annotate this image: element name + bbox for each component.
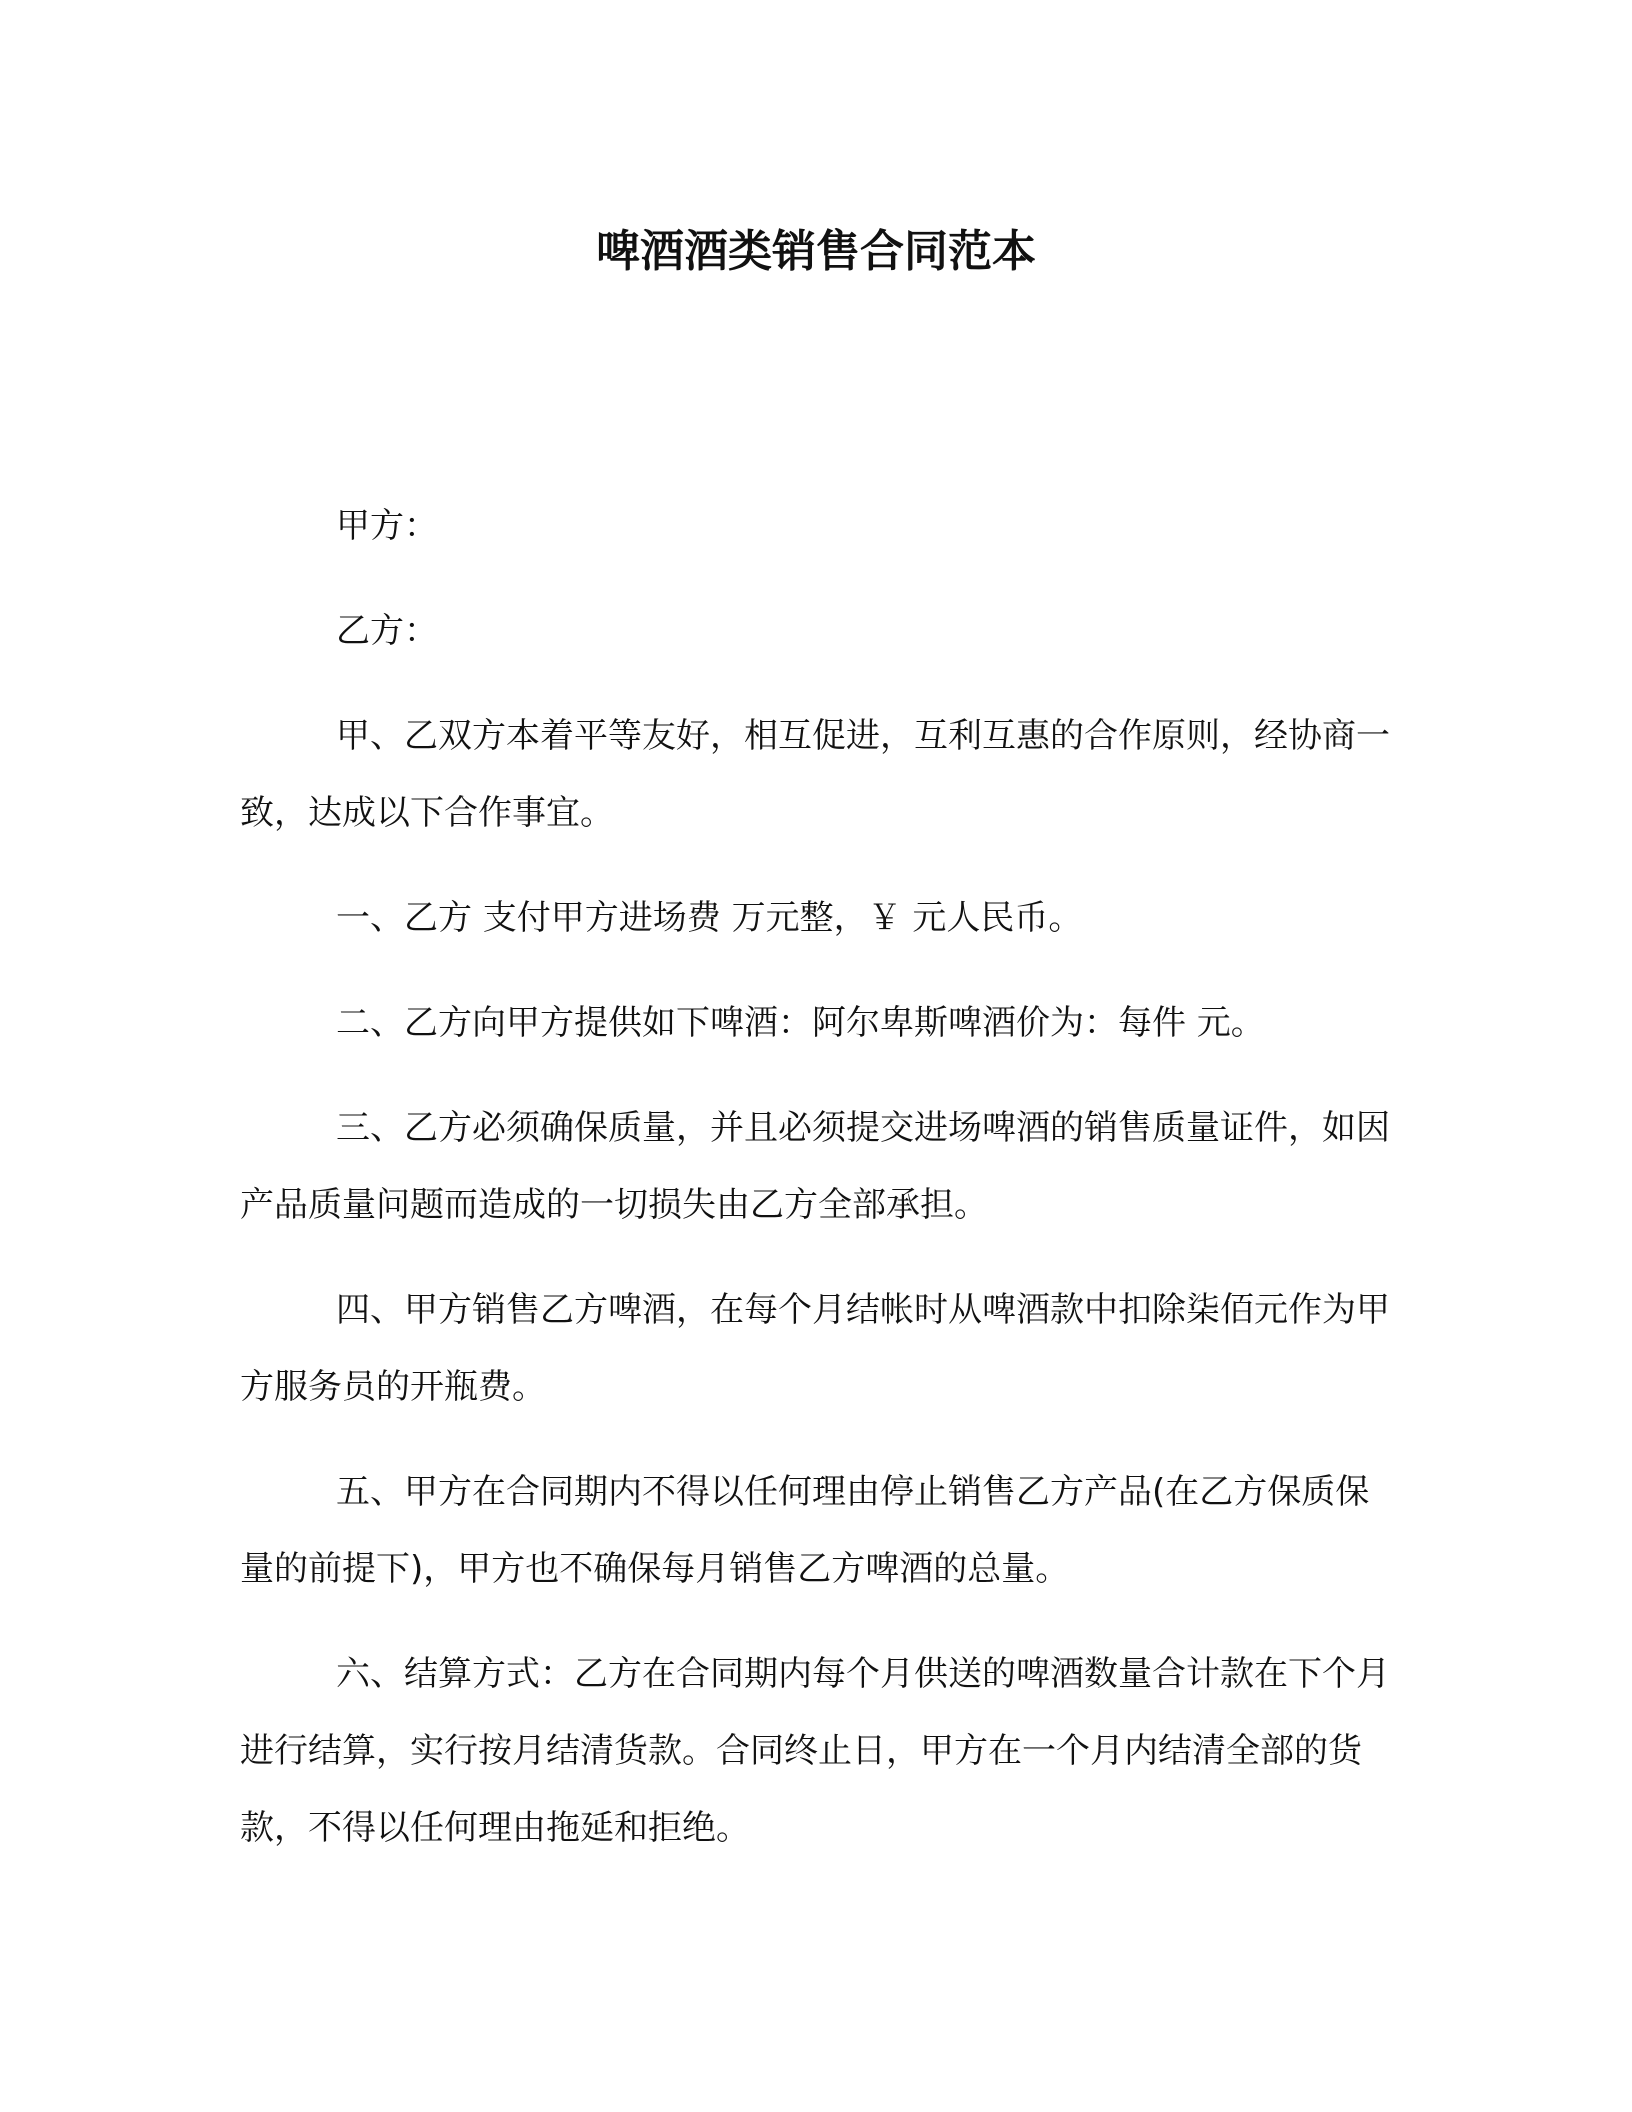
clause-2: 二、乙方向甲方提供如下啤酒：阿尔卑斯啤酒价为：每件 元。 [336,1003,1265,1043]
clause-1: 一、乙方 支付甲方进场费 万元整，￥ 元人民币。 [336,898,1083,938]
clause-4: 四、甲方销售乙方啤酒，在每个月结帐时从啤酒款中扣除柒佰元作为甲方服务员的开瓶费。 [240,1290,1390,1407]
clause-3: 三、乙方必须确保质量，并且必须提交进场啤酒的销售质量证件，如因产品质量问题而造成的一切损失由乙方全部承担。 [240,1108,1390,1225]
party-b-line: 乙方： [336,611,438,651]
clause-5: 五、甲方在合同期内不得以任何理由停止销售乙方产品(在乙方保质保量的前提下)，甲方也不确保每月销售乙方啤酒的总量。 [240,1472,1370,1589]
document-title: 啤酒酒类销售合同范本 [596,226,1036,277]
party-a-line: 甲方： [336,506,438,546]
document-body [240,488,1390,1895]
intro-paragraph: 甲、乙双方本着平等友好，相互促进，互利互惠的合作原则，经协商一致，达成以下合作事宜。 [240,716,1390,833]
clause-6: 六、结算方式：乙方在合同期内每个月供送的啤酒数量合计款在下个月进行结算，实行按月结清货款。合同终止日，甲方在一个月内结清全部的货款，不得以任何理由拖延和拒绝。 [240,1654,1390,1848]
